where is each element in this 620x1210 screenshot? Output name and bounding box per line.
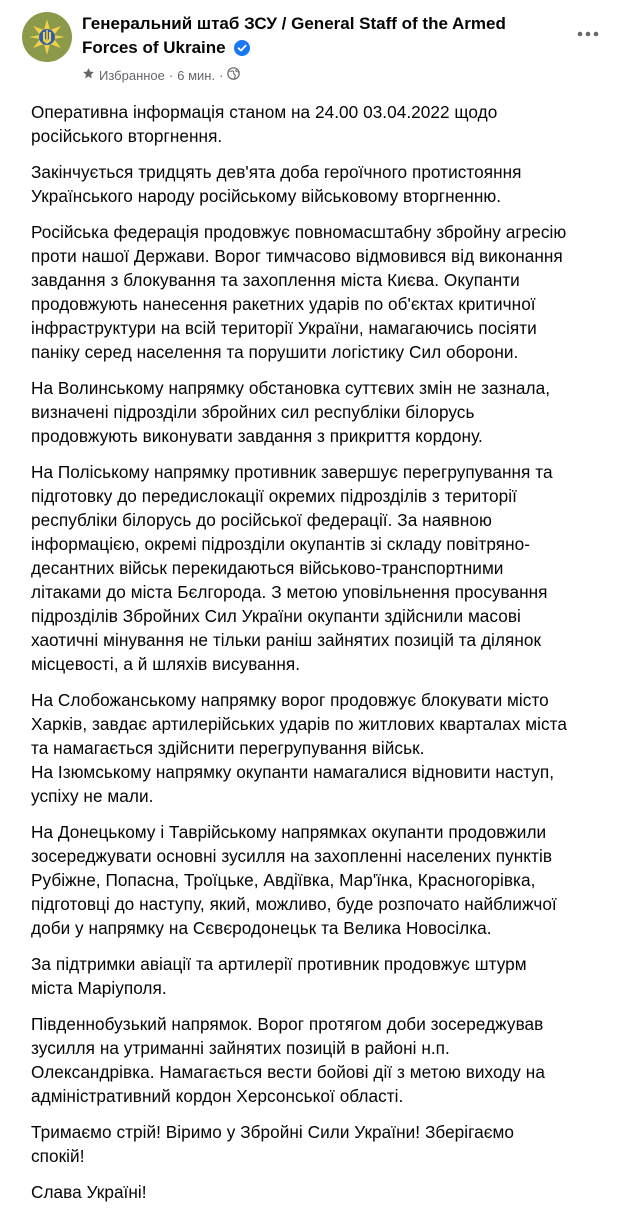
post-timestamp[interactable]: 6 мин. xyxy=(177,68,216,83)
separator-dot: · xyxy=(168,68,174,83)
post-text-line: інформацією, окремі підрозділи окупантів зі складу повітряно- xyxy=(31,534,531,554)
armed-forces-emblem-icon xyxy=(27,17,67,57)
post-text-line: проти нашої Держави. Ворог тимчасово відмовився від виконання xyxy=(31,246,563,266)
post-text-line: адміністративний кордон Херсонської області. xyxy=(31,1086,404,1106)
post-text-line: доби у напрямку на Сєвєродонецьк та Велика Новосілка. xyxy=(31,918,492,938)
post-text-line: На Донецькому і Таврійському напрямках окупанти продовжили xyxy=(31,822,547,842)
post-text-line: успіху не мали. xyxy=(31,786,154,806)
post-text-line: інфраструктури на всій території України, намагаючись посіяти xyxy=(31,318,537,338)
verified-badge-icon xyxy=(234,40,250,63)
post-paragraph xyxy=(31,376,600,448)
post-paragraph xyxy=(31,1012,600,1108)
post-text-line: місцевості, а й шляхів висування. xyxy=(31,654,301,674)
post-text-line: Закінчується тридцять дев'ята доба героїчного протистояння xyxy=(31,162,522,182)
post-text-line: паніку серед населення та порушити логістику Сил оборони. xyxy=(31,342,519,362)
star-icon xyxy=(82,67,95,85)
post-text-line: літаками до міста Бєлгорода. З метою уповільнення просування xyxy=(31,582,548,602)
post-text-line: Південнобузький напрямок. Ворог протягом доби зосереджував xyxy=(31,1014,544,1034)
globe-icon[interactable] xyxy=(227,67,240,85)
page-name-link[interactable] xyxy=(82,14,506,57)
post-text-line: зосереджувати основні зусилля на захопленні населених пунктів xyxy=(31,846,553,866)
post-meta xyxy=(82,10,606,85)
post-text-line: завдання з блокування та захоплення міста Києва. Окупанти xyxy=(31,270,520,290)
post-text-line: Російська федерація продовжує повномасштабну збройну агресію xyxy=(31,222,567,242)
post-text-line: Слава Україні! xyxy=(31,1182,147,1202)
post-body xyxy=(14,100,606,1204)
post-text-line: підготовку до передислокації окремих підрозділів з території xyxy=(31,486,517,506)
favorites-label[interactable]: Избранное xyxy=(99,68,165,83)
post-text-line: та намагається здійснити перегрупування військ. xyxy=(31,738,425,758)
post-paragraph xyxy=(31,1180,600,1204)
post-text-line: зусилля на утриманні зайнятих позицій в районі н.п. xyxy=(31,1038,450,1058)
post-subline xyxy=(82,67,606,85)
post-paragraph xyxy=(31,688,600,808)
post-paragraph xyxy=(31,952,600,1000)
post-text-line: Рубіжне, Попасна, Троїцьке, Авдіївка, Мар'їнка, Красногорівка, xyxy=(31,870,536,890)
post-paragraph xyxy=(31,1120,600,1168)
post-paragraph xyxy=(31,820,600,940)
post-text-line: хаотичні мінування не тільки раніш зайнятих позицій та ділянок xyxy=(31,630,542,650)
post-text-line: На Слобожанському напрямку ворог продовжує блокувати місто xyxy=(31,690,549,710)
post-text-line: республіки білорусь до російської федерації. За наявною xyxy=(31,510,492,530)
post-text-line: продовжують виконувати завдання з прикриття кордону. xyxy=(31,426,483,446)
post-header xyxy=(14,10,606,88)
post-paragraph xyxy=(31,160,600,208)
page-name-line2: Forces of Ukraine xyxy=(82,38,226,57)
post-text-line: За підтримки авіації та артилерії противник продовжує штурм xyxy=(31,954,527,974)
post-paragraph xyxy=(31,220,600,364)
post-text-line: визначені підрозділи збройних сил республіки білорусь xyxy=(31,402,475,422)
post-text-line: міста Маріуполя. xyxy=(31,978,167,998)
post-text-line: Олександрівка. Намагається вести бойові дії з метою виходу на xyxy=(31,1062,545,1082)
post-text-line: підрозділів Збройних Сил України окупанти здійснили масові xyxy=(31,606,521,626)
post-text-line: спокій! xyxy=(31,1146,85,1166)
post-text-line: На Поліському напрямку противник завершує перегрупування та xyxy=(31,462,553,482)
post-text-line: На Ізюмському напрямку окупанти намагалися відновити наступ, xyxy=(31,762,555,782)
page-name-line1: Генеральний штаб ЗСУ / General Staff of the Armed xyxy=(82,14,506,33)
post-text-line: десантних військ перекидаються військово-транспортними xyxy=(31,558,504,578)
post-text-line: підготовці до наступу, який, можливо, буде розпочато найближчої xyxy=(31,894,557,914)
page-avatar[interactable] xyxy=(22,12,72,62)
separator-dot: · xyxy=(219,68,224,83)
more-options-icon[interactable] xyxy=(570,20,606,48)
post-text-line: Тримаємо стрій! Віримо у Збройні Сили України! Зберігаємо xyxy=(31,1122,515,1142)
post-text-line: Харків, завдає артилерійських ударів по житлових кварталах міста xyxy=(31,714,567,734)
post-paragraph xyxy=(31,100,600,148)
post-text-line: Українського народу російському військовому вторгненню. xyxy=(31,186,502,206)
post-text-line: На Волинському напрямку обстановка суттєвих змін не зазнала, xyxy=(31,378,551,398)
post-text-line: продовжують нанесення ракетних ударів по об'єктах критичної xyxy=(31,294,536,314)
post-text-line: Оперативна інформація станом на 24.00 03.04.2022 щодо xyxy=(31,102,498,122)
post-text-line: російського вторгнення. xyxy=(31,126,223,146)
post-paragraph xyxy=(31,460,600,676)
